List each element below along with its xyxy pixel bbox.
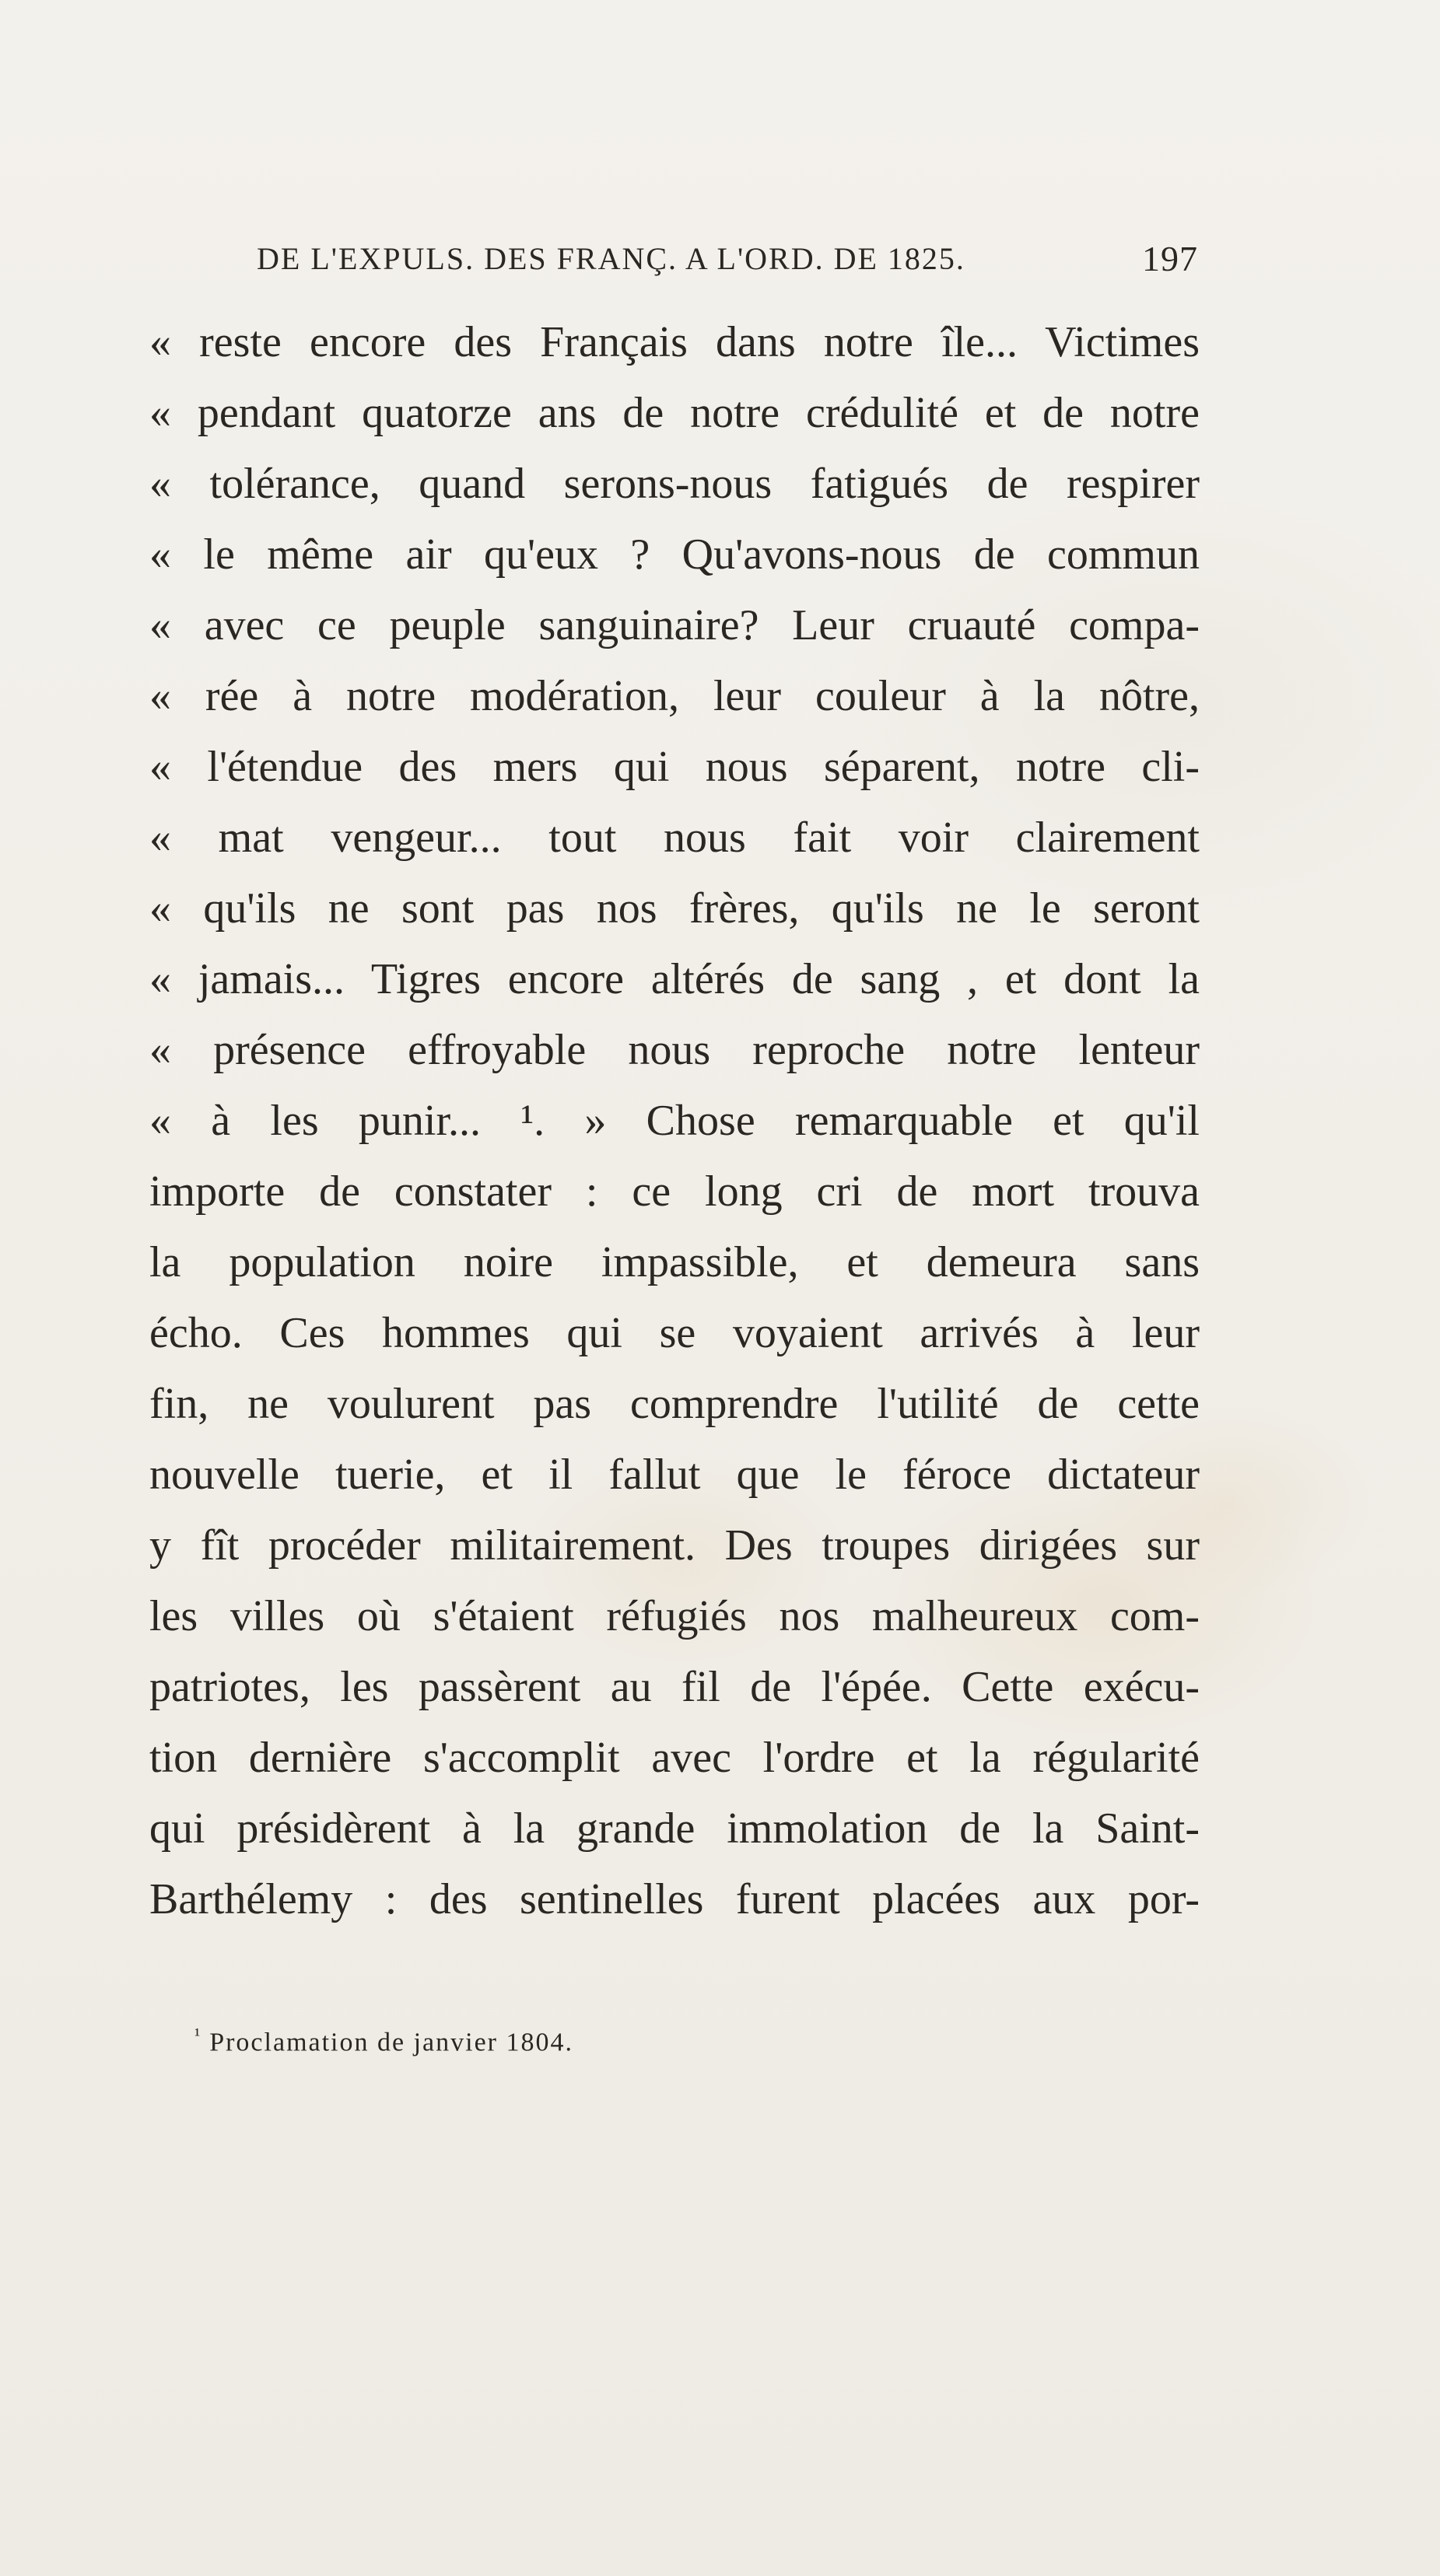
- text-line: « mat vengeur... tout nous fait voir clairement: [149, 814, 1200, 862]
- text-line: qui présidèrent à la grande immolation de la Saint-: [149, 1804, 1200, 1853]
- text-line: nouvelle tuerie, et il fallut que le féroce dictateur: [149, 1451, 1200, 1499]
- running-head-title: DE L'EXPULS. DES FRANÇ. A L'ORD. DE 1825.: [257, 241, 965, 276]
- text-line: y fît procéder militairement. Des troupes dirigées sur: [149, 1521, 1200, 1570]
- footnote: [194, 2016, 573, 2062]
- footnote-text: Proclamation de janvier 1804.: [209, 2028, 573, 2057]
- text-line: importe de constater : ce long cri de mort trouva: [149, 1167, 1200, 1216]
- text-line: écho. Ces hommes qui se voyaient arrivés à leur: [149, 1309, 1200, 1357]
- text-line: Barthélemy : des sentinelles furent placées aux por-: [149, 1875, 1200, 1923]
- text-line: « avec ce peuple sanguinaire? Leur cruauté compa-: [149, 601, 1200, 649]
- text-line: « le même air qu'eux ? Qu'avons-nous de commun: [149, 530, 1200, 579]
- text-line: fin, ne voulurent pas comprendre l'utilité de cette: [149, 1380, 1200, 1428]
- page-number: 197: [1142, 239, 1198, 278]
- text-line: la population noire impassible, et demeura sans: [149, 1238, 1200, 1286]
- text-line: « l'étendue des mers qui nous séparent, notre cli-: [149, 743, 1200, 791]
- text-line: « rée à notre modération, leur couleur à la nôtre,: [149, 672, 1200, 720]
- text-line: les villes où s'étaient réfugiés nos malheureux com-: [149, 1592, 1200, 1640]
- text-line: « reste encore des Français dans notre île... Victimes: [149, 318, 1200, 366]
- body-text: [149, 307, 1200, 1935]
- footnote-mark: ¹: [194, 2025, 202, 2046]
- text-line: tion dernière s'accomplit avec l'ordre et la régularité: [149, 1734, 1200, 1782]
- text-line: « présence effroyable nous reproche notre lenteur: [149, 1026, 1200, 1074]
- text-line: « à les punir... ¹. » Chose remarquable et qu'il: [149, 1097, 1200, 1145]
- text-line: « jamais... Tigres encore altérés de sang , et dont la: [149, 955, 1200, 1003]
- running-head: [257, 232, 1198, 286]
- text-line: patriotes, les passèrent au fil de l'épée. Cette exécu-: [149, 1663, 1200, 1711]
- text-line: « pendant quatorze ans de notre crédulité et de notre: [149, 389, 1200, 437]
- text-line: « tolérance, quand serons-nous fatigués de respirer: [149, 460, 1200, 508]
- text-line: « qu'ils ne sont pas nos frères, qu'ils ne le seront: [149, 884, 1200, 933]
